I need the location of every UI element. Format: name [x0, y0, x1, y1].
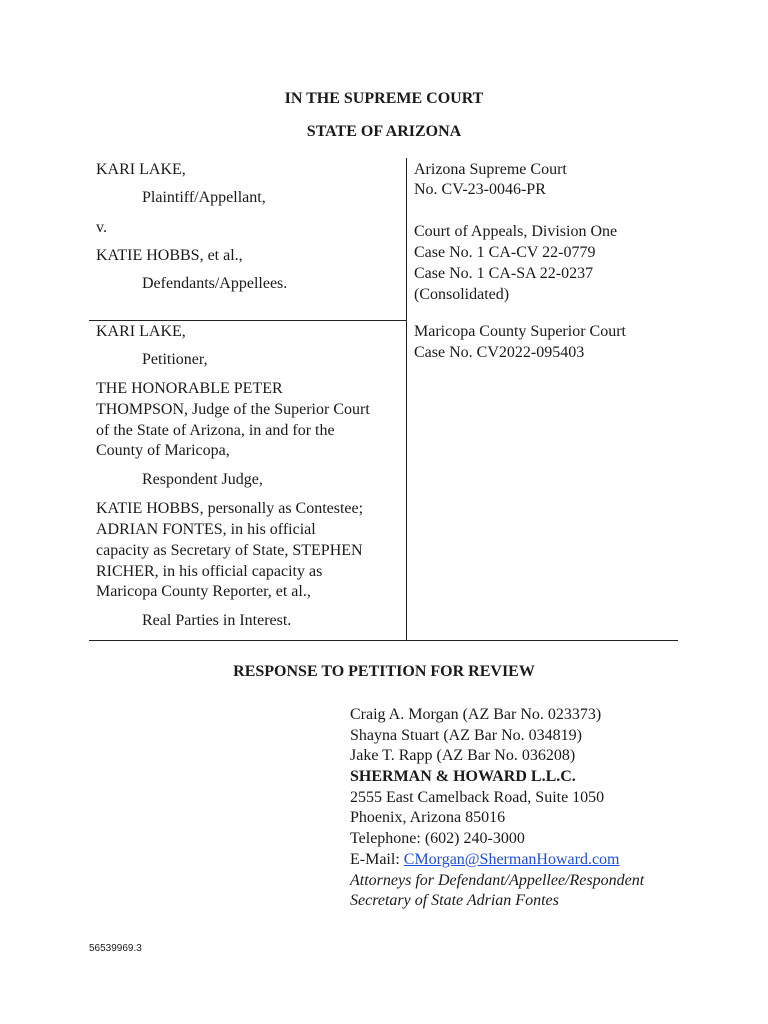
- caption-versus: v.: [96, 219, 107, 236]
- caption-rpi-line: capacity as Secretary of State, STEPHEN: [96, 542, 363, 559]
- caption-role-petitioner: Petitioner,: [142, 351, 208, 368]
- court-title: IN THE SUPREME COURT: [284, 90, 484, 107]
- case-number-line: Maricopa County Superior Court: [414, 323, 626, 340]
- caption-role-plaintiff: Plaintiff/Appellant,: [142, 189, 266, 206]
- case-number-line: Case No. 1 CA-SA 22-0237: [414, 265, 594, 282]
- document-title: RESPONSE TO PETITION FOR REVIEW: [233, 663, 535, 680]
- counsel-attorney: Jake T. Rapp (AZ Bar No. 036208): [350, 747, 576, 764]
- counsel-email-link[interactable]: CMorgan@ShermanHoward.com: [403, 851, 620, 868]
- caption-vertical-divider: [406, 158, 407, 640]
- caption-role-judge: Respondent Judge,: [142, 471, 263, 488]
- case-number-line: Arizona Supreme Court: [414, 161, 567, 178]
- caption-judge-line: County of Maricopa,: [96, 442, 230, 459]
- counsel-attorney: Shayna Stuart (AZ Bar No. 034819): [350, 727, 582, 744]
- counsel-email-label: E-Mail:: [350, 851, 404, 868]
- caption-role-rpi: Real Parties in Interest.: [142, 612, 292, 629]
- case-number-line: No. CV-23-0046-PR: [414, 181, 546, 198]
- counsel-email-row: [350, 850, 620, 870]
- caption-judge-line: of the State of Arizona, in and for the: [96, 422, 335, 439]
- counsel-attorney: Craig A. Morgan (AZ Bar No. 023373): [350, 706, 602, 723]
- court-state: STATE OF ARIZONA: [306, 123, 462, 140]
- caption-middle-divider: [89, 320, 407, 321]
- counsel-role: Secretary of State Adrian Fontes: [350, 892, 559, 909]
- document-id-footer: 56539969.3: [89, 943, 142, 954]
- caption-party-petitioner: KARI LAKE,: [96, 323, 186, 340]
- caption-rpi-line: KATIE HOBBS, personally as Contestee;: [96, 500, 364, 517]
- caption-party-plaintiff: KARI LAKE,: [96, 161, 186, 178]
- caption-rpi-line: ADRIAN FONTES, in his official: [96, 521, 316, 538]
- caption-role-defendants: Defendants/Appellees.: [142, 275, 288, 292]
- counsel-role: Attorneys for Defendant/Appellee/Respondent: [350, 872, 645, 889]
- caption-rpi-line: RICHER, in his official capacity as: [96, 563, 323, 580]
- counsel-telephone: Telephone: (602) 240-3000: [350, 830, 525, 847]
- case-number-line: (Consolidated): [414, 286, 510, 303]
- case-number-line: Case No. 1 CA-CV 22-0779: [414, 244, 596, 261]
- case-number-line: Case No. CV2022-095403: [414, 344, 585, 361]
- case-number-line: Court of Appeals, Division One: [414, 223, 618, 240]
- counsel-firm: SHERMAN & HOWARD L.L.C.: [350, 768, 576, 785]
- caption-judge-line: THOMPSON, Judge of the Superior Court: [96, 401, 370, 418]
- caption-rpi-line: Maricopa County Reporter, et al.,: [96, 583, 311, 600]
- caption-judge-line: THE HONORABLE PETER: [96, 380, 283, 397]
- caption-bottom-divider: [89, 640, 678, 641]
- caption-party-defendants: KATIE HOBBS, et al.,: [96, 247, 243, 264]
- counsel-address: 2555 East Camelback Road, Suite 1050: [350, 789, 605, 806]
- counsel-address: Phoenix, Arizona 85016: [350, 809, 506, 826]
